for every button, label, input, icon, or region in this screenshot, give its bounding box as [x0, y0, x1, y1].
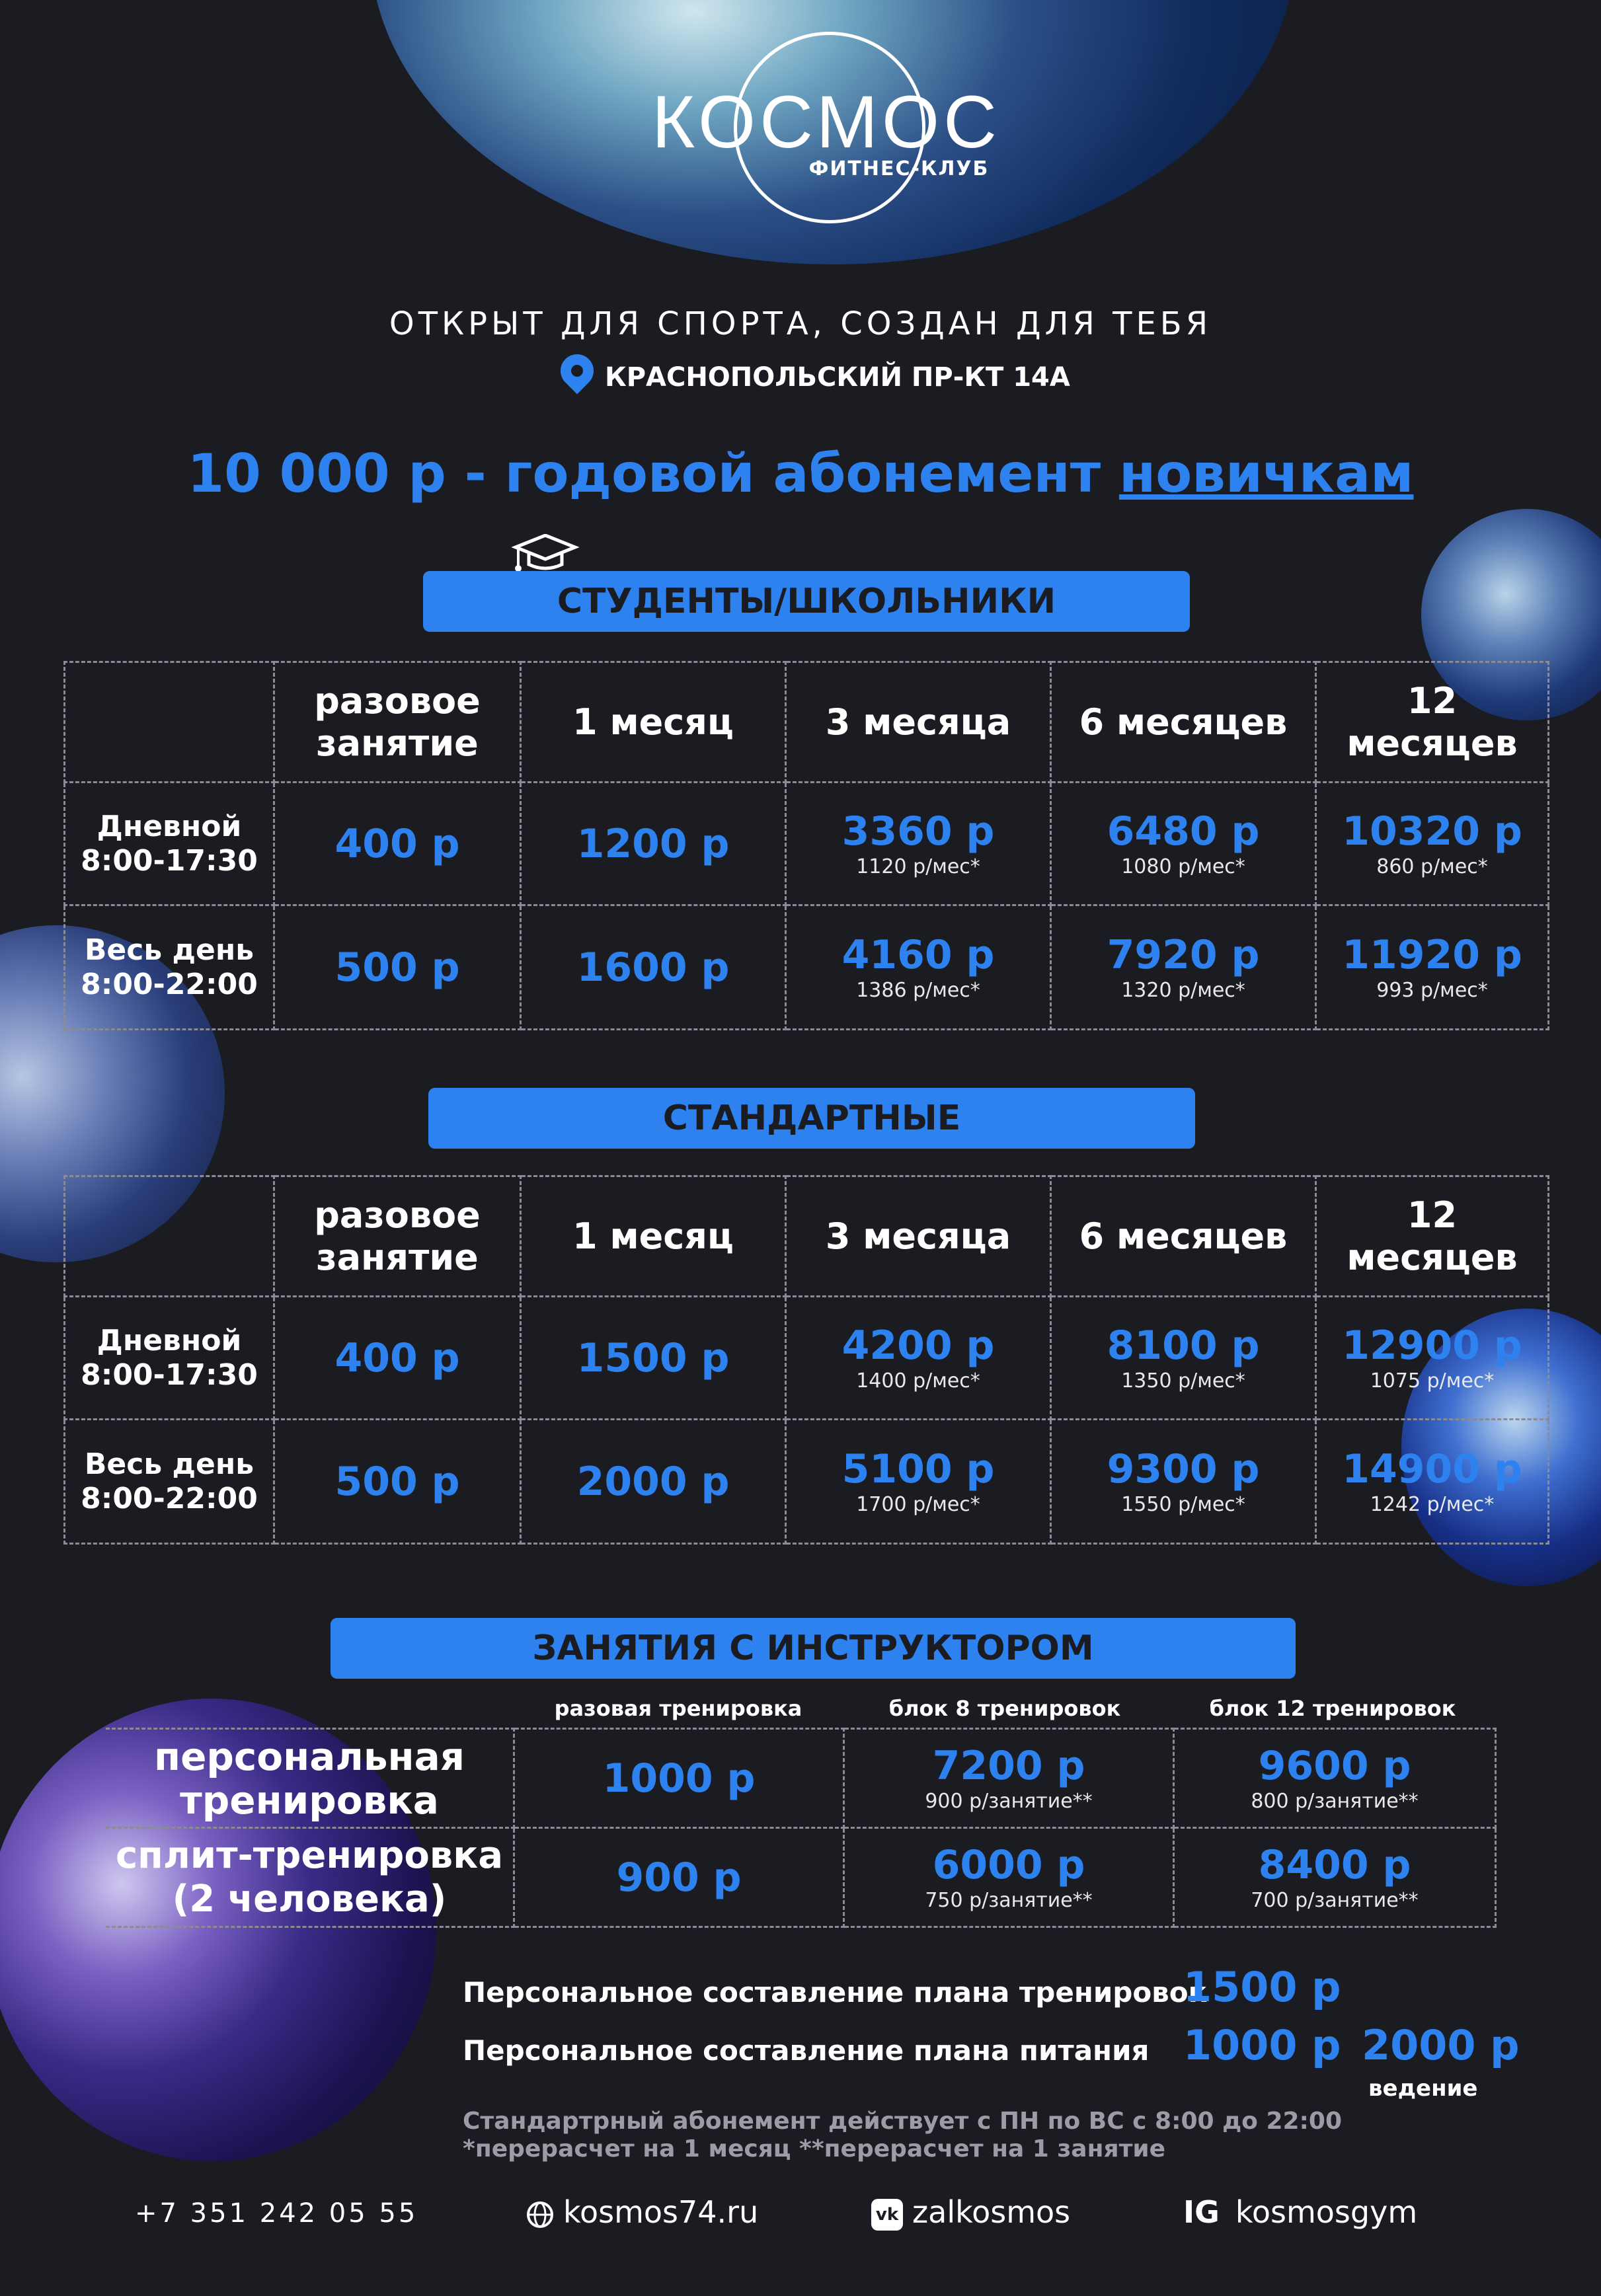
service-nutrition-coaching-note: ведение — [1368, 2075, 1478, 2102]
corner-cell — [65, 662, 274, 783]
price: 1000 р — [602, 1755, 756, 1802]
headline-accent: новичкам — [1118, 443, 1414, 504]
price-cell — [1316, 1297, 1549, 1420]
headline-main: 10 000 р - годовой абонемент — [187, 443, 1119, 504]
service-training-plan-price: 1500 р — [1183, 1963, 1341, 2011]
row-label-full-day: Весь день 8:00-22:00 — [65, 1420, 274, 1544]
col-1-month: 1 месяц — [521, 662, 786, 783]
price-cell — [274, 783, 521, 905]
price-cell — [274, 1297, 521, 1420]
price: 1500 р — [576, 1334, 730, 1381]
price-per-session: 750 р/занятие** — [925, 1888, 1093, 1912]
service-nutrition-plan-price: 1000 р — [1183, 2021, 1341, 2069]
instructor-price-table — [106, 1728, 1497, 1928]
note-line-1: Стандартрный абонемент действует с ПН по ВС с 8:00 до 22:00 — [463, 2108, 1343, 2135]
students-section-title: СТУДЕНТЫ/ШКОЛЬНИКИ — [423, 571, 1190, 632]
price-per-month: 1242 р/мес* — [1370, 1492, 1495, 1516]
price: 8400 р — [1258, 1841, 1411, 1888]
price-per-session: 900 р/занятие** — [925, 1789, 1093, 1813]
price: 7200 р — [932, 1742, 1085, 1789]
col-single-training: разовая тренировка — [554, 1696, 802, 1721]
price-per-month: 1700 р/мес* — [856, 1492, 980, 1516]
price-cell — [274, 1420, 521, 1544]
label: сплит-тренировка (2 человека) — [115, 1833, 504, 1921]
col-1-month: 1 месяц — [521, 1176, 786, 1297]
price: 3360 р — [841, 808, 995, 855]
price: 400 р — [334, 820, 460, 867]
row-label-day: Дневной 8:00-17:30 — [65, 1297, 274, 1420]
footer-site-text: kosmos74.ru — [563, 2194, 759, 2230]
logo-subtitle: ФИТНЕС-КЛУБ — [808, 157, 990, 180]
price-per-month: 1080 р/мес* — [1121, 855, 1245, 878]
price: 8100 р — [1107, 1322, 1260, 1369]
col-6-months: 6 месяцев — [1051, 1176, 1316, 1297]
price-cell — [1174, 1729, 1496, 1828]
price: 900 р — [616, 1854, 742, 1901]
row-label-full-day: Весь день 8:00-22:00 — [65, 905, 274, 1030]
price-cell — [274, 905, 521, 1030]
price-cell — [521, 905, 786, 1030]
price-cell — [1051, 1297, 1316, 1420]
price-cell — [521, 1420, 786, 1544]
price-per-month: 993 р/мес* — [1376, 978, 1488, 1002]
price: 9300 р — [1107, 1445, 1260, 1492]
price-cell — [786, 1297, 1051, 1420]
price: 400 р — [334, 1334, 460, 1381]
tagline: ОТКРЫТ ДЛЯ СПОРТА, СОЗДАН ДЛЯ ТЕБЯ — [389, 305, 1212, 342]
price-per-month: 1386 р/мес* — [856, 978, 980, 1002]
graduation-cap-icon — [509, 534, 582, 574]
price: 4200 р — [841, 1322, 995, 1369]
col-block-12: блок 12 тренировок — [1209, 1696, 1456, 1721]
price: 500 р — [334, 944, 460, 991]
instagram-label: IG — [1183, 2194, 1220, 2230]
price-cell — [514, 1729, 844, 1828]
row-label-split — [106, 1828, 514, 1927]
col-3-months: 3 месяца — [786, 1176, 1051, 1297]
price-per-month: 1550 р/мес* — [1121, 1492, 1245, 1516]
price: 1200 р — [576, 820, 730, 867]
students-price-table — [63, 661, 1549, 1030]
service-nutrition-plan-label: Персональное составление плана питания — [463, 2034, 1150, 2067]
price: 6480 р — [1107, 808, 1260, 855]
standard-section-title: СТАНДАРТНЫЕ — [428, 1088, 1195, 1149]
price-cell — [1316, 1420, 1549, 1544]
price: 9600 р — [1258, 1742, 1411, 1789]
price-cell — [1051, 1420, 1316, 1544]
logo-name: КОСМОС — [651, 81, 1001, 163]
price: 6000 р — [932, 1841, 1085, 1888]
col-3-months: 3 месяца — [786, 662, 1051, 783]
standard-price-table — [63, 1175, 1549, 1545]
price-cell — [1174, 1828, 1496, 1927]
price-per-month: 1320 р/мес* — [1121, 978, 1245, 1002]
row-label-day: Дневной 8:00-17:30 — [65, 783, 274, 905]
price-cell — [1051, 783, 1316, 905]
price-cell — [786, 1420, 1051, 1544]
instructor-section-title: ЗАНЯТИЯ С ИНСТРУКТОРОМ — [331, 1618, 1296, 1679]
price-cell — [1316, 905, 1549, 1030]
price: 10320 р — [1342, 808, 1522, 855]
price-cell — [786, 905, 1051, 1030]
price: 1600 р — [576, 944, 730, 991]
price-per-month: 1120 р/мес* — [856, 855, 980, 878]
price-cell — [1316, 783, 1549, 905]
service-nutrition-coaching-price: 2000 р — [1362, 2021, 1520, 2069]
col-12-months: 12 месяцев — [1316, 1176, 1549, 1297]
col-single: разовое занятие — [274, 1176, 521, 1297]
price-per-session: 700 р/занятие** — [1251, 1888, 1419, 1912]
price-cell — [786, 783, 1051, 905]
price-per-session: 800 р/занятие** — [1251, 1789, 1419, 1813]
col-6-months: 6 месяцев — [1051, 662, 1316, 783]
price: 14900 р — [1342, 1445, 1522, 1492]
price: 500 р — [334, 1458, 460, 1505]
footer-phone[interactable]: +7 351 242 05 55 — [135, 2198, 418, 2229]
price: 11920 р — [1342, 931, 1522, 978]
vk-icon: vk — [871, 2199, 903, 2231]
corner-cell — [65, 1176, 274, 1297]
price-per-month: 1075 р/мес* — [1370, 1369, 1495, 1393]
col-single: разовое занятие — [274, 662, 521, 783]
footer-vk-text: zalkosmos — [912, 2194, 1071, 2230]
price-cell — [844, 1729, 1174, 1828]
price: 12900 р — [1342, 1322, 1522, 1369]
address: КРАСНОПОЛЬСКИЙ ПР-КТ 14А — [605, 362, 1070, 393]
price-per-month: 860 р/мес* — [1376, 855, 1488, 878]
price-cell — [1051, 905, 1316, 1030]
col-12-months: 12 месяцев — [1316, 662, 1549, 783]
price-cell — [521, 783, 786, 905]
location-pin-icon — [554, 348, 601, 395]
price-cell — [514, 1828, 844, 1927]
footer-vk[interactable] — [871, 2194, 1070, 2231]
price: 7920 р — [1107, 931, 1260, 978]
label: персональная тренировка — [154, 1734, 465, 1823]
footer-ig-text: kosmosgym — [1235, 2194, 1418, 2230]
row-label-personal — [106, 1729, 514, 1828]
price-cell — [521, 1297, 786, 1420]
price-per-month: 1350 р/мес* — [1121, 1369, 1245, 1393]
note-line-2: *перерасчет на 1 месяц **перерасчет на 1 занятие — [463, 2135, 1166, 2162]
price: 2000 р — [576, 1458, 730, 1505]
col-block-8: блок 8 тренировок — [888, 1696, 1121, 1721]
service-training-plan-label: Персональное составление плана тренировок — [463, 1976, 1208, 2009]
price: 5100 р — [841, 1445, 995, 1492]
price: 4160 р — [841, 931, 995, 978]
footer-instagram[interactable] — [1183, 2194, 1417, 2230]
footer-site[interactable] — [526, 2194, 758, 2230]
price-cell — [844, 1828, 1174, 1927]
globe-icon — [526, 2201, 554, 2229]
headline — [0, 443, 1601, 504]
price-per-month: 1400 р/мес* — [856, 1369, 980, 1393]
